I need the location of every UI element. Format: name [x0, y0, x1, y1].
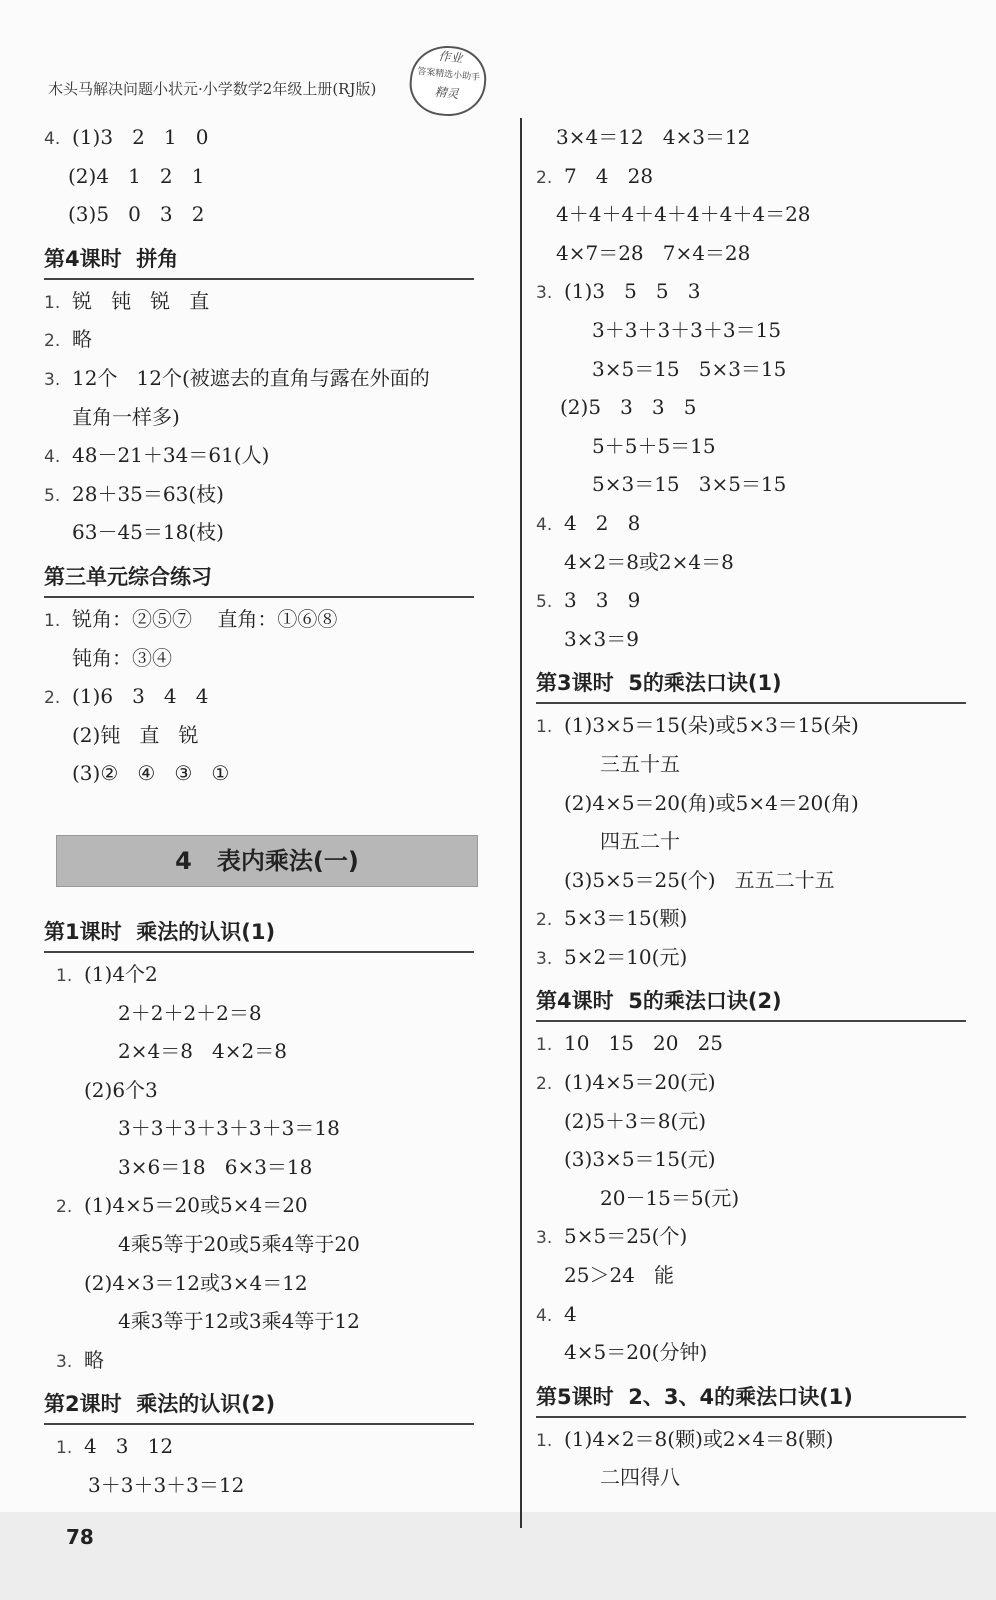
answer-text: 3＋3＋3＋3＋3＝15: [592, 317, 782, 342]
answer-text: 4×2＝8或2×4＝8: [564, 549, 734, 574]
answer-text: (1)3×5＝15(朵)或5×3＝15(朵): [564, 713, 859, 738]
answer-line: [536, 1256, 976, 1295]
answer-text: 3×4＝12 4×3＝12: [556, 125, 751, 149]
answer-line: [536, 311, 976, 350]
answer-line: [44, 955, 494, 994]
question-number: 4.: [44, 129, 61, 149]
answer-text: 锐角：②⑤⑦ 直角：①⑥⑧: [72, 606, 338, 631]
answer-line: [536, 195, 976, 234]
stamp-logo: [407, 42, 490, 120]
answer-text: (2)5＋3＝8(元): [564, 1108, 707, 1133]
answer-line: [44, 513, 494, 552]
answer-text: 3×3＝9: [564, 626, 639, 651]
answer-line: [44, 1302, 494, 1341]
answer-line: [44, 398, 494, 437]
answer-text: (3)② ④ ③ ①: [72, 761, 230, 786]
answer-text: (3)5×5＝25(个) 五五二十五: [564, 867, 835, 892]
column-divider: [520, 118, 522, 1528]
answer-text: 4: [564, 1301, 577, 1326]
answer-line: [536, 899, 976, 938]
answer-text: 3＋3＋3＋3＝12: [88, 1473, 245, 1498]
answer-text: (2)4 1 2 1: [68, 163, 205, 188]
answer-line: [536, 1420, 976, 1459]
answer-text: 略: [72, 327, 92, 352]
answer-line: [536, 1458, 976, 1497]
answer-line: [536, 504, 976, 543]
answer-line: [44, 600, 494, 639]
answer-text: 2×4＝8 4×2＝8: [118, 1039, 287, 1064]
answer-line: [44, 1427, 494, 1466]
section-heading: 第1课时 乘法的认识(1): [44, 913, 474, 953]
question-number: 1.: [44, 610, 61, 631]
answer-text: 3×5＝15 5×3＝15: [592, 356, 787, 381]
stamp-text-3: 精灵: [434, 84, 460, 102]
section-heading: 第4课时 5的乘法口诀(2): [536, 982, 966, 1022]
answer-text: 4 3 12: [84, 1434, 174, 1459]
answer-text: 3×6＝18 6×3＝18: [118, 1154, 313, 1179]
answer-line: [536, 620, 976, 659]
question-number: 1.: [56, 965, 73, 986]
left-column: [44, 118, 494, 1505]
answer-text: 4＋4＋4＋4＋4＋4＋4＝28: [556, 202, 811, 227]
answer-text: 25＞24 能: [564, 1263, 674, 1288]
unit-banner: 4 表内乘法(一): [56, 835, 478, 887]
question-number: 2.: [536, 910, 553, 931]
answer-line: [44, 436, 494, 475]
answer-line: [536, 784, 976, 823]
question-number: 2.: [44, 688, 61, 709]
answer-text: 4乘3等于12或3乘4等于12: [118, 1309, 360, 1334]
answer-text: 略: [84, 1347, 104, 1372]
answer-line: [536, 1140, 976, 1179]
running-header: 木头马解决问题小状元·小学数学2年级上册(RJ版): [48, 80, 377, 98]
answer-text: 12个 12个(被遮去的直角与露在外面的: [72, 365, 430, 390]
answer-text: 5×2＝10(元): [564, 944, 688, 969]
page-number: 78: [66, 1525, 94, 1549]
answer-line: [536, 1179, 976, 1218]
question-number: 2.: [536, 167, 553, 188]
answer-text: 三五十五: [600, 751, 680, 776]
answer-line: [44, 1186, 494, 1225]
answer-line: [44, 1264, 494, 1303]
question-number: 3.: [536, 948, 553, 969]
answer-line: [44, 195, 494, 234]
answer-text: 3＋3＋3＋3＋3＋3＝18: [118, 1116, 340, 1141]
section-heading: 第2课时 乘法的认识(2): [44, 1385, 474, 1425]
answer-line: [536, 543, 976, 582]
question-number: 4.: [536, 514, 553, 535]
answer-line: [536, 706, 976, 745]
answer-line: [44, 1225, 494, 1264]
answer-text: (1)4×5＝20(元): [564, 1070, 716, 1095]
question-number: 1.: [536, 1430, 553, 1451]
answer-line: [44, 639, 494, 678]
answer-text: 28＋35＝63(枝): [72, 481, 224, 506]
stamp-text-2: 答案精选小助手: [416, 66, 481, 84]
question-number: 5.: [44, 485, 61, 506]
answer-line: [44, 1071, 494, 1110]
answer-text: (2)钝 直 锐: [72, 722, 199, 747]
question-number: 3.: [536, 283, 553, 304]
question-number: 4.: [536, 1305, 553, 1326]
answer-line: [536, 1102, 976, 1141]
answer-line: [536, 1024, 976, 1063]
question-number: 2.: [44, 331, 61, 352]
stamp-text-1: 作业: [437, 48, 464, 66]
answer-line: [536, 745, 976, 784]
answer-line: [536, 1295, 976, 1334]
answer-text: 3 3 9: [564, 588, 641, 613]
answer-line: [536, 581, 976, 620]
answer-text: 四五二十: [600, 829, 680, 854]
question-number: 5.: [536, 592, 553, 613]
answer-line: [44, 716, 494, 755]
answer-line: [536, 234, 976, 273]
answer-text: (1)3 2 1 0: [72, 125, 209, 149]
answer-line: [536, 938, 976, 977]
answer-text: 20－15＝5(元): [600, 1185, 740, 1210]
answer-line: [536, 118, 976, 157]
answer-line: [536, 822, 976, 861]
answer-text: 2＋2＋2＋2＝8: [118, 1000, 262, 1025]
answer-text: 4乘5等于20或5乘4等于20: [118, 1232, 360, 1257]
answer-line: [44, 1032, 494, 1071]
answer-text: 钝角：③④: [72, 645, 172, 670]
answer-line: [536, 272, 976, 311]
answer-text: (1)4×5＝20或5×4＝20: [84, 1193, 308, 1218]
answer-text: 5×3＝15 3×5＝15: [592, 472, 787, 497]
question-number: 1.: [536, 1035, 553, 1056]
question-number: 4.: [44, 447, 61, 468]
answer-line: [44, 118, 494, 157]
question-number: 1.: [56, 1438, 73, 1459]
answer-line: [44, 475, 494, 514]
answer-line: [536, 861, 976, 900]
answer-line: [44, 157, 494, 196]
answer-text: 5×5＝25(个): [564, 1224, 688, 1249]
footer-band: [0, 1512, 996, 1600]
answer-line: [44, 1466, 494, 1505]
answer-line: [44, 994, 494, 1033]
answer-text: (1)3 5 5 3: [564, 279, 701, 304]
question-number: 2.: [56, 1197, 73, 1218]
answer-text: (3)5 0 3 2: [68, 202, 205, 227]
section-heading: 第3课时 5的乘法口诀(1): [536, 664, 966, 704]
question-number: 1.: [536, 717, 553, 738]
answer-line: [536, 388, 976, 427]
answer-line: [44, 359, 494, 398]
answer-text: (2)4×5＝20(角)或5×4＝20(角): [564, 790, 859, 815]
answer-line: [536, 350, 976, 389]
answer-line: [44, 1109, 494, 1148]
answer-text: (1)4个2: [84, 961, 158, 986]
answer-text: 直角一样多): [72, 404, 180, 429]
answer-line: [536, 1333, 976, 1372]
answer-text: 4×7＝28 7×4＝28: [556, 240, 751, 265]
answer-line: [44, 677, 494, 716]
answer-text: 锐 钝 锐 直: [72, 288, 210, 313]
answer-text: 48－21＋34＝61(人): [72, 443, 270, 468]
answer-text: 5×3＝15(颗): [564, 906, 688, 931]
answer-text: 4 2 8: [564, 510, 641, 535]
answer-text: (1)4×2＝8(颗)或2×4＝8(颗): [564, 1426, 834, 1451]
question-number: 3.: [44, 369, 61, 390]
answer-line: [536, 427, 976, 466]
question-number: 2.: [536, 1074, 553, 1095]
answer-text: 63－45＝18(枝): [72, 520, 224, 545]
question-number: 3.: [56, 1351, 73, 1372]
section-heading: 第三单元综合练习: [44, 558, 474, 598]
answer-line: [536, 465, 976, 504]
answer-line: [536, 1217, 976, 1256]
answer-line: [536, 157, 976, 196]
question-number: 3.: [536, 1228, 553, 1249]
answer-line: [44, 754, 494, 793]
answer-text: (1)6 3 4 4: [72, 684, 209, 709]
right-column: [536, 118, 976, 1497]
answer-text: (2)6个3: [84, 1077, 158, 1102]
answer-line: [44, 282, 494, 321]
answer-text: (3)3×5＝15(元): [564, 1147, 716, 1172]
answer-text: (2)5 3 3 5: [560, 395, 697, 420]
answer-text: 7 4 28: [564, 163, 654, 188]
section-heading: 第5课时 2、3、4的乘法口诀(1): [536, 1378, 966, 1418]
answer-text: (2)4×3＝12或3×4＝12: [84, 1270, 308, 1295]
question-number: 1.: [44, 292, 61, 313]
answer-line: [536, 1063, 976, 1102]
answer-text: 4×5＝20(分钟): [564, 1340, 708, 1365]
answer-line: [44, 1341, 494, 1380]
answer-text: 二四得八: [600, 1465, 680, 1490]
answer-line: [44, 320, 494, 359]
answer-line: [44, 1148, 494, 1187]
answer-text: 5＋5＋5＝15: [592, 433, 716, 458]
section-heading: 第4课时 拼角: [44, 240, 474, 280]
answer-text: 10 15 20 25: [564, 1031, 724, 1056]
